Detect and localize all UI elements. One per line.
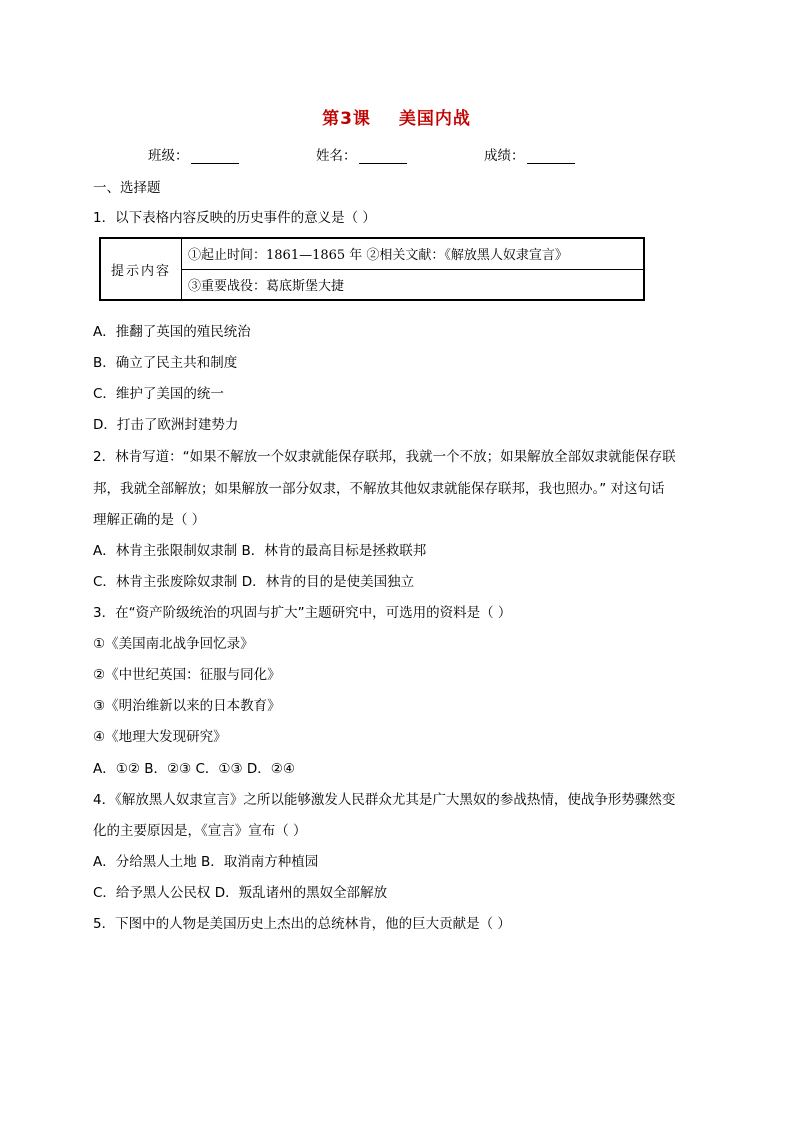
name-blank[interactable] — [359, 149, 407, 164]
page-title — [0, 104, 793, 129]
question-1-option-d: D．打击了欧洲封建势力 — [93, 417, 239, 433]
question-4-options-cd: C．给予黑人公民权 D．叛乱诸州的黑奴全部解放 — [93, 885, 388, 901]
question-3-stem: 3．在“资产阶级统治的巩固与扩大”主题研究中，可选用的资料是（ ） — [93, 605, 512, 621]
question-5-stem: 5．下图中的人物是美国历史上杰出的总统林肯，他的巨大贡献是（ ） — [93, 916, 511, 932]
question-1-option-c: C．维护了美国的统一 — [93, 386, 224, 402]
question-3-item-3: ③《明治维新以来的日本教育》 — [93, 698, 281, 714]
score-label: 成绩： — [484, 148, 525, 164]
section-heading: 一、选择题 — [93, 180, 161, 196]
question-2-stem-line-2: 邦，我就全部解放；如果解放一部分奴隶，不解放其他奴隶就能保存联邦，我也照办。” 对这句话 — [93, 481, 665, 497]
question-3-item-2: ②《中世纪英国：征服与同化》 — [93, 667, 281, 683]
question-1-option-a: A．推翻了英国的殖民统治 — [93, 324, 251, 340]
class-label: 班级： — [148, 148, 189, 164]
score-blank[interactable] — [527, 149, 575, 164]
question-4-options-ab: A．分给黑人土地 B．取消南方种植园 — [93, 854, 319, 870]
question-4-stem-line-2: 化的主要原因是，《宣言》宣布（ ） — [93, 823, 307, 839]
class-field — [148, 144, 239, 164]
question-1-stem: 1．以下表格内容反映的历史事件的意义是（ ） — [93, 210, 376, 226]
name-label: 姓名： — [316, 148, 357, 164]
question-3-item-1: ①《美国南北战争回忆录》 — [93, 636, 254, 652]
table-row-1: ①起止时间：1861—1865 年 ②相关文献：《解放黑人奴隶宣言》 — [182, 238, 645, 269]
question-2-options-ab: A．林肯主张限制奴隶制 B．林肯的最高目标是拯救联邦 — [93, 543, 427, 559]
score-field — [484, 144, 575, 164]
class-blank[interactable] — [191, 149, 239, 164]
question-1-option-b: B．确立了民主共和制度 — [93, 355, 238, 371]
question-2-stem-line-1: 2．林肯写道：“如果不解放一个奴隶就能保存联邦，我就一个不放；如果解放全部奴隶就能保存联 — [93, 449, 676, 465]
lesson-title: 美国内战 — [398, 109, 471, 129]
table-header: 提示内容 — [100, 238, 182, 300]
question-3-options: A．①② B．②③ C．①③ D．②④ — [93, 761, 296, 777]
question-1-table — [99, 237, 645, 301]
question-4-stem-line-1: 4．《解放黑人奴隶宣言》之所以能够激发人民群众尤其是广大黑奴的参战热情，使战争形势骤然变 — [93, 792, 676, 808]
question-3-item-4: ④《地理大发现研究》 — [93, 729, 227, 745]
name-field — [316, 144, 407, 164]
question-2-options-cd: C．林肯主张废除奴隶制 D．林肯的目的是使美国独立 — [93, 574, 415, 590]
lesson-number: 第3课 — [322, 109, 371, 129]
table-row-2: ③重要战役：葛底斯堡大捷 — [182, 269, 645, 300]
student-info-row — [0, 144, 793, 164]
question-2-stem-line-3: 理解正确的是（ ） — [93, 512, 206, 528]
